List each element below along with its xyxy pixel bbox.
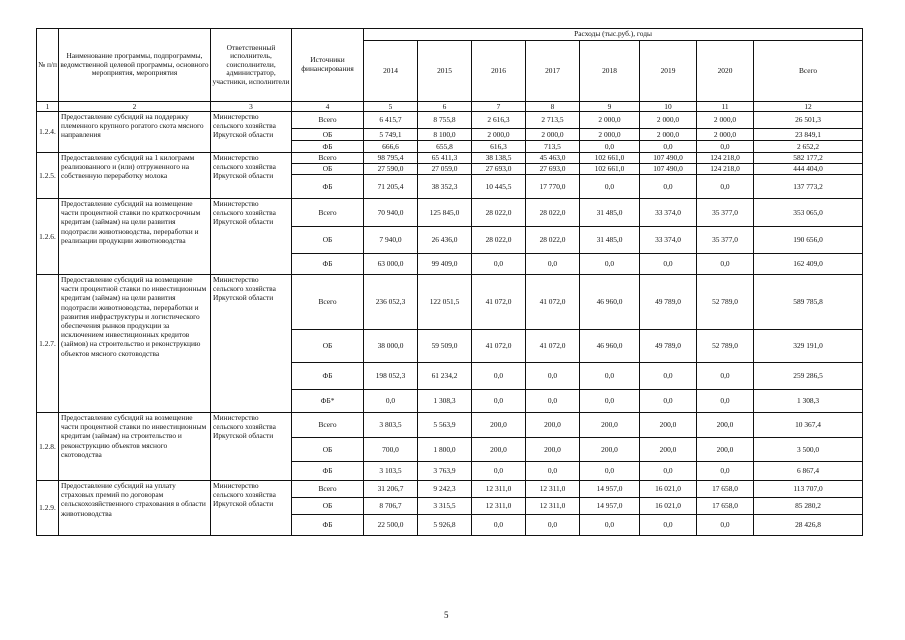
year-value: 3 103,5 (364, 462, 418, 481)
year-value: 14 957,0 (580, 498, 640, 515)
year-value: 0,0 (580, 254, 640, 275)
year-value: 0,0 (580, 515, 640, 536)
year-value: 27 693,0 (526, 164, 580, 175)
year-value: 27 059,0 (418, 164, 472, 175)
year-value: 107 490,0 (640, 153, 697, 164)
year-value: 22 500,0 (364, 515, 418, 536)
year-value: 0,0 (580, 363, 640, 390)
year-value: 0,0 (364, 390, 418, 413)
year-value: 0,0 (697, 254, 754, 275)
year-value: 33 374,0 (640, 199, 697, 227)
row-executor: Министерство сельского хозяйства Иркутской области (211, 275, 292, 413)
funding-source: Всего (292, 481, 364, 498)
year-value: 2 000,0 (580, 112, 640, 129)
year-value: 200,0 (697, 438, 754, 462)
funding-source: ОБ (292, 330, 364, 363)
year-value: 200,0 (697, 413, 754, 438)
year-value: 2 000,0 (580, 129, 640, 141)
year-value: 59 509,0 (418, 330, 472, 363)
total-value: 3 500,0 (754, 438, 863, 462)
year-value: 0,0 (472, 254, 526, 275)
header-source: Источники финансирования (292, 29, 364, 102)
year-value: 0,0 (640, 462, 697, 481)
total-value: 6 867,4 (754, 462, 863, 481)
total-value: 259 286,5 (754, 363, 863, 390)
year-value: 33 374,0 (640, 227, 697, 254)
total-value: 329 191,0 (754, 330, 863, 363)
funding-source: Всего (292, 413, 364, 438)
year-value: 0,0 (697, 390, 754, 413)
year-value: 2 616,3 (472, 112, 526, 129)
year-value: 8 755,8 (418, 112, 472, 129)
header-year: 2017 (526, 41, 580, 102)
year-value: 666,6 (364, 141, 418, 153)
year-value: 200,0 (472, 413, 526, 438)
year-value: 200,0 (580, 413, 640, 438)
funding-source: ОБ (292, 438, 364, 462)
year-value: 2 000,0 (472, 129, 526, 141)
year-value: 0,0 (697, 515, 754, 536)
year-value: 0,0 (640, 254, 697, 275)
year-value: 12 311,0 (526, 498, 580, 515)
year-value: 125 845,0 (418, 199, 472, 227)
header-exec: Ответственный исполнитель, соисполнители, администратор, участники, исполнители (211, 29, 292, 102)
header-year: 2016 (472, 41, 526, 102)
total-value: 23 849,1 (754, 129, 863, 141)
column-index: 2 (59, 102, 211, 112)
year-value: 0,0 (472, 363, 526, 390)
year-value: 8 706,7 (364, 498, 418, 515)
year-value: 41 072,0 (472, 330, 526, 363)
year-value: 0,0 (697, 462, 754, 481)
year-value: 12 311,0 (472, 481, 526, 498)
year-value: 9 242,3 (418, 481, 472, 498)
year-value: 1 800,0 (418, 438, 472, 462)
column-index: 12 (754, 102, 863, 112)
year-value: 49 789,0 (640, 330, 697, 363)
year-value: 102 661,0 (580, 153, 640, 164)
year-value: 28 022,0 (526, 227, 580, 254)
year-value: 122 051,5 (418, 275, 472, 330)
year-value: 2 000,0 (640, 129, 697, 141)
year-value: 70 940,0 (364, 199, 418, 227)
year-value: 0,0 (640, 141, 697, 153)
year-value: 0,0 (640, 390, 697, 413)
year-value: 0,0 (697, 141, 754, 153)
funding-source: ФБ (292, 254, 364, 275)
row-executor: Министерство сельского хозяйства Иркутской области (211, 481, 292, 536)
year-value: 0,0 (697, 363, 754, 390)
row-code: 1.2.7. (37, 275, 59, 413)
program-funding-table (36, 28, 863, 536)
row-executor: Министерство сельского хозяйства Иркутской области (211, 199, 292, 275)
row-code: 1.2.8. (37, 413, 59, 481)
year-value: 28 022,0 (472, 199, 526, 227)
year-value: 2 000,0 (697, 129, 754, 141)
row-code: 1.2.9. (37, 481, 59, 536)
year-value: 27 590,0 (364, 164, 418, 175)
row-code: 1.2.4. (37, 112, 59, 153)
page-number: 5 (444, 610, 449, 620)
column-index: 10 (640, 102, 697, 112)
year-value: 107 490,0 (640, 164, 697, 175)
total-value: 589 785,8 (754, 275, 863, 330)
column-index: 5 (364, 102, 418, 112)
total-value: 444 404,0 (754, 164, 863, 175)
year-value: 0,0 (472, 390, 526, 413)
year-value: 655,8 (418, 141, 472, 153)
year-value: 38 138,5 (472, 153, 526, 164)
year-value: 3 763,9 (418, 462, 472, 481)
year-value: 98 795,4 (364, 153, 418, 164)
total-value: 26 501,3 (754, 112, 863, 129)
year-value: 28 022,0 (472, 227, 526, 254)
year-value: 46 960,0 (580, 275, 640, 330)
year-value: 200,0 (472, 438, 526, 462)
funding-source: ФБ (292, 462, 364, 481)
year-value: 616,3 (472, 141, 526, 153)
column-index: 6 (418, 102, 472, 112)
funding-source: Всего (292, 112, 364, 129)
year-value: 35 377,0 (697, 227, 754, 254)
year-value: 17 658,0 (697, 481, 754, 498)
column-index: 8 (526, 102, 580, 112)
header-expenses: Расходы (тыс.руб.), годы (364, 29, 863, 41)
year-value: 12 311,0 (472, 498, 526, 515)
year-value: 61 234,2 (418, 363, 472, 390)
year-value: 65 411,3 (418, 153, 472, 164)
year-value: 236 052,3 (364, 275, 418, 330)
header-year: 2020 (697, 41, 754, 102)
row-name: Предоставление субсидий на 1 килограмм реализованного и (или) отгруженного на собственную переработку молока (59, 153, 211, 199)
row-name: Предоставление субсидий на возмещение части процентной ставки по инвестиционным кредитам (займам) на цели развития подотрасли животноводства, переработки и развития инфраструктуры и логистического обеспечения рынков продукции за исключением инвестиционных кредитов (займов) на строительство и реконструкцию объектов мясного скотоводства (59, 275, 211, 413)
table-row (37, 275, 863, 330)
year-value: 3 315,5 (418, 498, 472, 515)
year-value: 124 218,0 (697, 153, 754, 164)
year-value: 12 311,0 (526, 481, 580, 498)
funding-source: ФБ (292, 515, 364, 536)
total-value: 113 707,0 (754, 481, 863, 498)
year-value: 49 789,0 (640, 275, 697, 330)
row-name: Предоставление субсидий на возмещение части процентной ставки по краткосрочным кредитам (займам) на цели развития подотрасли животноводства, переработки и реализации продукции животноводства (59, 199, 211, 275)
year-value: 31 485,0 (580, 227, 640, 254)
year-value: 200,0 (580, 438, 640, 462)
funding-source: Всего (292, 199, 364, 227)
row-executor: Министерство сельского хозяйства Иркутской области (211, 413, 292, 481)
row-code: 1.2.6. (37, 199, 59, 275)
total-value: 137 773,2 (754, 175, 863, 199)
funding-source: ОБ (292, 129, 364, 141)
funding-source: ОБ (292, 227, 364, 254)
funding-source: ОБ (292, 498, 364, 515)
year-value: 28 022,0 (526, 199, 580, 227)
year-value: 0,0 (580, 175, 640, 199)
year-value: 2 000,0 (526, 129, 580, 141)
column-index: 1 (37, 102, 59, 112)
year-value: 6 415,7 (364, 112, 418, 129)
header-year: 2014 (364, 41, 418, 102)
year-value: 0,0 (640, 515, 697, 536)
year-value: 0,0 (472, 515, 526, 536)
year-value: 8 100,0 (418, 129, 472, 141)
year-value: 1 308,3 (418, 390, 472, 413)
funding-source: ОБ (292, 164, 364, 175)
header-total: Всего (754, 41, 863, 102)
year-value: 63 000,0 (364, 254, 418, 275)
year-value: 200,0 (640, 438, 697, 462)
column-index: 11 (697, 102, 754, 112)
year-value: 0,0 (526, 363, 580, 390)
year-value: 3 803,5 (364, 413, 418, 438)
year-value: 17 658,0 (697, 498, 754, 515)
year-value: 200,0 (526, 438, 580, 462)
table-row (37, 199, 863, 227)
year-value: 700,0 (364, 438, 418, 462)
table-row (37, 481, 863, 498)
year-value: 124 218,0 (697, 164, 754, 175)
year-value: 0,0 (697, 175, 754, 199)
header-num: № п/п (37, 29, 59, 102)
column-index: 7 (472, 102, 526, 112)
year-value: 0,0 (640, 175, 697, 199)
funding-source: Всего (292, 153, 364, 164)
funding-source: ФБ (292, 363, 364, 390)
year-value: 45 463,0 (526, 153, 580, 164)
year-value: 2 000,0 (697, 112, 754, 129)
funding-source: Всего (292, 275, 364, 330)
column-index: 9 (580, 102, 640, 112)
table-row (37, 413, 863, 438)
year-value: 713,5 (526, 141, 580, 153)
year-value: 2 713,5 (526, 112, 580, 129)
total-value: 10 367,4 (754, 413, 863, 438)
header-year: 2019 (640, 41, 697, 102)
year-value: 99 409,0 (418, 254, 472, 275)
year-value: 38 352,3 (418, 175, 472, 199)
year-value: 200,0 (526, 413, 580, 438)
year-value: 2 000,0 (640, 112, 697, 129)
row-name: Предоставление субсидий на поддержку племенного крупного рогатого скота мясного направления (59, 112, 211, 153)
total-value: 1 308,3 (754, 390, 863, 413)
funding-source: ФБ* (292, 390, 364, 413)
year-value: 41 072,0 (472, 275, 526, 330)
row-executor: Министерство сельского хозяйства Иркутской области (211, 153, 292, 199)
header-year: 2015 (418, 41, 472, 102)
year-value: 38 000,0 (364, 330, 418, 363)
year-value: 0,0 (640, 363, 697, 390)
column-index: 3 (211, 102, 292, 112)
year-value: 10 445,5 (472, 175, 526, 199)
year-value: 41 072,0 (526, 275, 580, 330)
year-value: 7 940,0 (364, 227, 418, 254)
year-value: 102 661,0 (580, 164, 640, 175)
total-value: 582 177,2 (754, 153, 863, 164)
year-value: 71 205,4 (364, 175, 418, 199)
year-value: 0,0 (526, 390, 580, 413)
total-value: 2 652,2 (754, 141, 863, 153)
header-year: 2018 (580, 41, 640, 102)
table-row (37, 153, 863, 164)
row-executor: Министерство сельского хозяйства Иркутской области (211, 112, 292, 153)
year-value: 0,0 (526, 515, 580, 536)
year-value: 0,0 (580, 462, 640, 481)
year-value: 0,0 (526, 462, 580, 481)
year-value: 41 072,0 (526, 330, 580, 363)
year-value: 5 926,8 (418, 515, 472, 536)
funding-source: ФБ (292, 141, 364, 153)
row-code: 1.2.5. (37, 153, 59, 199)
year-value: 200,0 (640, 413, 697, 438)
year-value: 52 789,0 (697, 275, 754, 330)
year-value: 52 789,0 (697, 330, 754, 363)
year-value: 0,0 (580, 390, 640, 413)
total-value: 162 409,0 (754, 254, 863, 275)
header-name: Наименование программы, подпрограммы, ведомственной целевой программы, основного мероприятия, мероприятия (59, 29, 211, 102)
year-value: 27 693,0 (472, 164, 526, 175)
year-value: 0,0 (472, 462, 526, 481)
year-value: 26 436,0 (418, 227, 472, 254)
year-value: 198 052,3 (364, 363, 418, 390)
year-value: 5 563,9 (418, 413, 472, 438)
row-name: Предоставление субсидий на возмещение части процентной ставки по инвестиционным кредитам (займам) на строительство и реконструкцию объектов мясного скотоводства (59, 413, 211, 481)
year-value: 16 021,0 (640, 498, 697, 515)
year-value: 35 377,0 (697, 199, 754, 227)
year-value: 31 206,7 (364, 481, 418, 498)
total-value: 85 280,2 (754, 498, 863, 515)
total-value: 28 426,8 (754, 515, 863, 536)
year-value: 0,0 (580, 141, 640, 153)
table-row (37, 112, 863, 129)
total-value: 353 065,0 (754, 199, 863, 227)
total-value: 190 656,0 (754, 227, 863, 254)
year-value: 0,0 (526, 254, 580, 275)
funding-source: ФБ (292, 175, 364, 199)
year-value: 31 485,0 (580, 199, 640, 227)
year-value: 17 770,0 (526, 175, 580, 199)
year-value: 5 749,1 (364, 129, 418, 141)
column-index: 4 (292, 102, 364, 112)
row-name: Предоставление субсидий на уплату страховых премий по договорам сельскохозяйственного страхования в области животноводства (59, 481, 211, 536)
year-value: 46 960,0 (580, 330, 640, 363)
year-value: 14 957,0 (580, 481, 640, 498)
year-value: 16 021,0 (640, 481, 697, 498)
